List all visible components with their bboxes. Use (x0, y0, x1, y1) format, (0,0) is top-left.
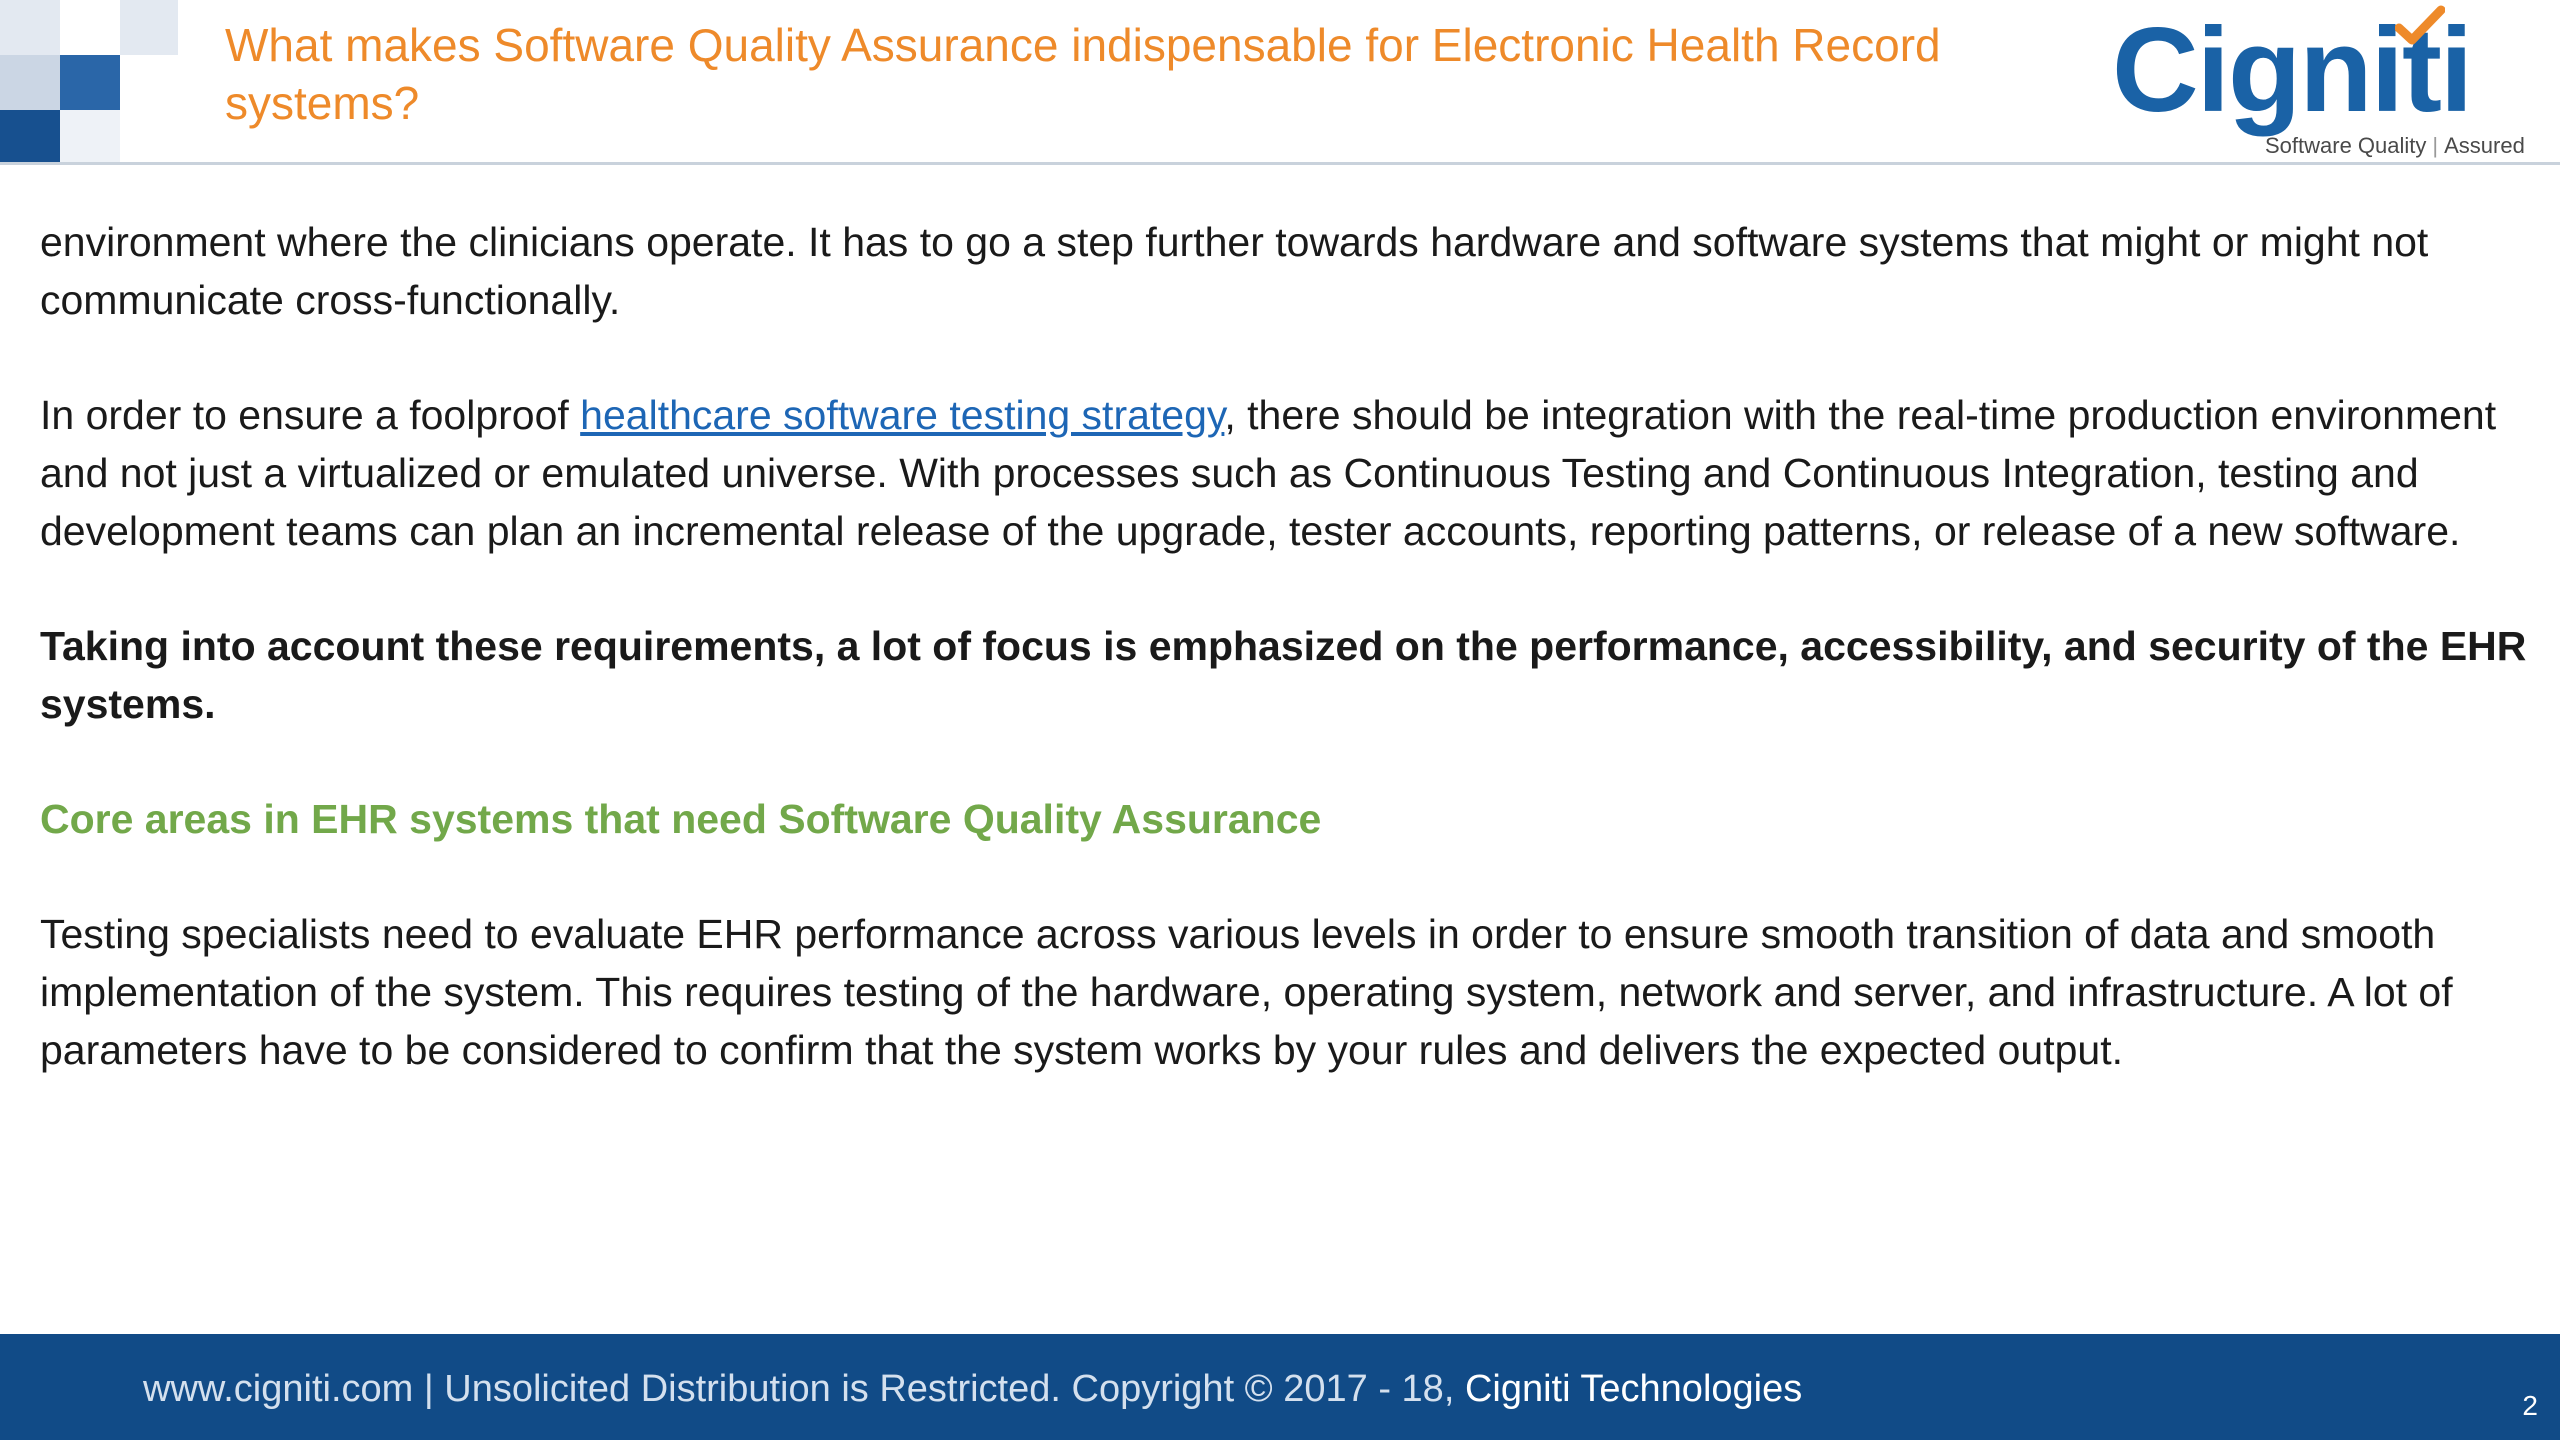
tagline-left: Software Quality (2265, 133, 2427, 158)
logo-tagline (2265, 132, 2525, 160)
page-title: What makes Software Quality Assurance indispensable for Electronic Health Record systems? (225, 19, 1941, 129)
paragraph-strategy (40, 386, 2540, 560)
cigniti-logo (2100, 0, 2540, 162)
paragraph-performance: Testing specialists need to evaluate EHR performance across various levels in order to ensure smooth transition of data and smooth implementation of the system. This requires testing of the hardware, operating system, network and server, and infrastructure. A lot of parameters have to be considered to confirm that the system works by your rules and delivers the expected output. (40, 911, 2453, 1073)
section-heading: Core areas in EHR systems that need Software Quality Assurance (40, 796, 1322, 842)
footer-bar (0, 1334, 2560, 1440)
header-divider (0, 162, 2560, 165)
footer-text (143, 1364, 1802, 1414)
healthcare-testing-link[interactable]: healthcare software testing strategy (580, 392, 1225, 438)
paragraph-intro: environment where the clinicians operate. It has to go a step further towards hardware and software systems that might or might not communicate cross-functionally. (40, 219, 2429, 323)
logo-wordmark: Cigniti (2112, 3, 2472, 137)
paragraph-strategy-lead: In order to ensure a foolproof (40, 392, 581, 438)
paragraph-strategy-rest: , there should be integration with the real-time production environment and not just a virtualized or emulated universe. With processes such as Continuous Testing and Continuous Integration, testing and development teams can plan an incremental release of the upgrade, tester accounts, reporting patterns, or release of a new software. (40, 392, 2497, 554)
page-number: 2 (2522, 1390, 2538, 1421)
footer-copyright: www.cigniti.com | Unsolicited Distribution is Restricted. Copyright © 2017 - 18, (143, 1368, 1465, 1410)
slide-body (40, 213, 2540, 1136)
tagline-separator: | (2432, 133, 2439, 158)
checkmark-icon (2395, 4, 2445, 48)
tagline-right: Assured (2444, 133, 2525, 158)
header-decoration (0, 0, 190, 170)
paragraph-emphasis: Taking into account these requirements, a lot of focus is emphasized on the performance, accessibility, and security of the EHR systems. (40, 623, 2527, 727)
footer-company: Cigniti Technologies (1464, 1368, 1803, 1410)
